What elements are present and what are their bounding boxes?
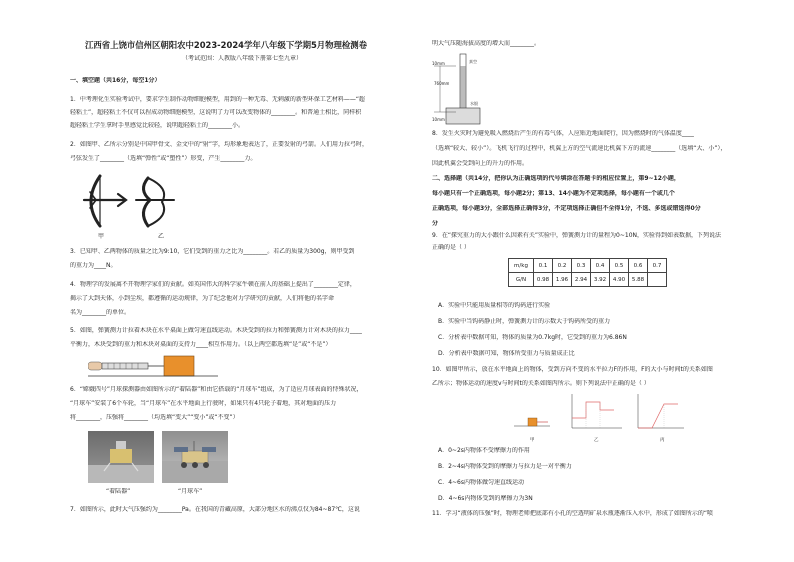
table-cell: 0.5 bbox=[610, 259, 629, 273]
exam-scope: （考试范围：人教版八年级下册第七至九章） bbox=[182, 55, 303, 62]
q4-line-2: 揭示了大到天体，小到尘埃，都遵循的运动规律，为了纪念他对力学研究的贡献，人们将他的名字命 bbox=[70, 295, 335, 302]
q10-option-c: C．4~6s内物体做匀速直线运动 bbox=[438, 479, 524, 486]
fig2-label-jia: 甲 bbox=[98, 233, 105, 240]
q9-line-2: 正确的是（ ） bbox=[432, 244, 470, 251]
q7-continued: 明大气压随海拔高度的增大而________。 bbox=[432, 40, 541, 47]
section-1-heading: 一、填空题（共16分，每空1分） bbox=[70, 77, 161, 84]
table-cell bbox=[648, 273, 667, 287]
fig7-label-vacuum: 真空 bbox=[469, 59, 477, 64]
q11-line-1: 11．学习“液体的压强”时，物理老师把底部有小孔的空透明矿泉水瓶逐渐压入水中，形成了如图所示的“喷 bbox=[432, 510, 713, 517]
q5-line-1: 5．如图，弹簧测力计拉着木块在水平桌面上做匀速直线运动。木块受到的拉力和弹簧测力计对木块的拉力____ bbox=[70, 327, 362, 334]
table-cell: 5.88 bbox=[629, 273, 648, 287]
q9-line-1: 9．在“探究重力的大小跟什么因素有关”实验中，弹簧测力计的量程为0~10N，实验得到如表数据，下列说法 bbox=[432, 232, 722, 239]
right-column bbox=[432, 0, 782, 562]
q10-line-2: 乙所示；物体运动的速度v与时间t的关系如图丙所示。则下列说法中正确的是（ ） bbox=[432, 380, 650, 387]
fig7-label-760: 760mm bbox=[434, 81, 450, 86]
q4-line-3: 名为________的单位。 bbox=[70, 309, 131, 316]
lander-photo bbox=[88, 431, 154, 483]
table-cell: 0.7 bbox=[648, 259, 667, 273]
q6-line-1: 6．“嫦娥四号”月球探测器由如图所示的“着陆器”和由它搭载的“月球车”组成，为了适应月球表面的恃殊状况， bbox=[70, 386, 363, 393]
q2-line-1: 2．如图甲、乙所示分别是中国甲骨文、金文中的“射”字，均形象地表达了，正要发射的弓箭。人们用力拉弓时， bbox=[70, 141, 369, 148]
q10-option-a: A．0~2s内物体不受摩擦力的作用 bbox=[438, 447, 530, 454]
mass-weight-table bbox=[508, 258, 667, 287]
q10-line-1: 10．如图甲所示，放在水平地面上的物体，受到方向不变的水平拉力F的作用，F的大小与时间t的关系如图 bbox=[432, 366, 713, 373]
q3-line-2: 的重力为____N。 bbox=[70, 262, 117, 269]
table-header-weight: G/N bbox=[509, 273, 534, 287]
spring-scale-figure bbox=[88, 352, 218, 380]
force-time-figures bbox=[514, 392, 684, 436]
q7-line-1: 7．如图所示，此时大气压强约为________Pa。在我国的青藏高原，大部分地区水的沸点仅为84~87℃，这说 bbox=[70, 506, 360, 513]
fig7-label-mercury: 水银 bbox=[470, 101, 478, 106]
q2-line-2: 弓弦发生了________（选填“弹性”或“塑性”）形变，产生________力。 bbox=[70, 155, 257, 162]
table-cell: 3.92 bbox=[591, 273, 610, 287]
q8-line-2: （选填“较大、较小”）。飞机飞行的过程中，机翼上方的空气流速比机翼下方的流速________（选填“大、小”）， bbox=[432, 145, 727, 152]
table-row-mass bbox=[509, 259, 667, 273]
section-2-line-1: 二、选择题（共14分，把你认为正确选项的代号填涂在答题卡的相应位置上，第9~12小题， bbox=[432, 175, 680, 182]
fig7-label-bottom: 10mm bbox=[432, 117, 445, 122]
section-2-line-2: 每小题只有一个正确选项，每小题2分；第13、14小题为不定项选择，每小题有一个或几个 bbox=[432, 190, 675, 197]
caption-rover: “月球车” bbox=[178, 488, 203, 495]
table-cell: 0.98 bbox=[534, 273, 553, 287]
fig2-label-yi: 乙 bbox=[158, 233, 165, 240]
table-cell: 4.90 bbox=[610, 273, 629, 287]
q8-line-1: 8．发生火灾时为避免吸入燃烧后产生的有毒气体，人应贴近地面爬行，因为燃烧时的气体温度____ bbox=[432, 130, 694, 137]
fig10-label-bing: 丙 bbox=[660, 438, 665, 443]
table-cell: 0.1 bbox=[534, 259, 553, 273]
q9-option-c: C．分析表中数据可知，物体的质量为0.7kg时，它受到的重力为6.86N bbox=[438, 334, 627, 341]
caption-lander: “着陆器” bbox=[106, 488, 131, 495]
q3-line-1: 3．已知甲、乙两物体的质量之比为9:10，它们受到的重力之比为________。若乙的质量为300g，则甲受到 bbox=[70, 248, 355, 255]
q4-line-1: 4．物理学的发展离不开物理学家们的贡献。如英国伟大的科学家牛顿在前人的基础上提出了________定律， bbox=[70, 281, 356, 288]
q8-line-3: 因此机翼会受到向上的升力的作用。 bbox=[432, 160, 529, 167]
bow-glyph-figures bbox=[78, 170, 188, 236]
q6-line-3: 将________，压强将________（均选填“变大”“变小”或“不变”） bbox=[70, 414, 239, 421]
table-cell: 0.2 bbox=[553, 259, 572, 273]
section-2-line-4: 分 bbox=[432, 220, 439, 227]
q9-option-a: A．实验中只能用质量相等的钩码进行实验 bbox=[438, 302, 551, 309]
q6-line-2: “月球车”安装了6个车轮，当“月球车”在水平地面上行驶时，如果只有4只轮子着地，其对地面的压力 bbox=[70, 400, 337, 407]
q10-option-d: D．4~6s内物体受到的摩擦力为3N bbox=[438, 495, 533, 502]
rover-photo bbox=[162, 431, 228, 483]
left-column bbox=[70, 0, 418, 562]
table-cell: 0.6 bbox=[629, 259, 648, 273]
q9-option-d: D．分析表中数据可知，物体所受重力与质量成正比 bbox=[438, 350, 575, 357]
table-cell: 2.94 bbox=[572, 273, 591, 287]
fig10-label-jia: 甲 bbox=[530, 438, 535, 443]
table-cell: 0.3 bbox=[572, 259, 591, 273]
table-cell: 1.96 bbox=[553, 273, 572, 287]
q5-line-2: 平衡力，木块受到的重力和木块对桌面的支持力____相互作用力。（以上两空都选填“是”或“不是”） bbox=[70, 341, 332, 348]
exam-title: 江西省上饶市信州区朝阳农中2023-2024学年八年级下学期5月物理检测卷 bbox=[85, 40, 368, 50]
q1-line-1: 1．中考理化生实验考试中，要求学生制作动物细胞模型，用到的一种无毒、无刺激的新型环保工艺材料——“超 bbox=[70, 96, 365, 103]
q1-line-2: 轻粘土”，超轻粘土不仅可以捏成动物细胞模型，这说明了力可以改变物体的________。和普通土相比，同样积 bbox=[70, 109, 362, 116]
table-cell: 0.4 bbox=[591, 259, 610, 273]
table-header-mass: m/kg bbox=[509, 259, 534, 273]
q9-option-b: B．实验中当钩码静止时，弹簧测力计的示数大于钩码所受的重力 bbox=[438, 318, 611, 325]
q10-option-b: B．2~4s内物体受到的摩擦力与拉力是一对平衡力 bbox=[438, 463, 572, 470]
fig10-label-yi: 乙 bbox=[594, 438, 599, 443]
section-2-line-3: 正确选项，每小题3分，全部选择正确得3分，不定项选择正确但不全得1分，不选、多选或错选得0分 bbox=[432, 205, 701, 212]
table-row-weight bbox=[509, 273, 667, 287]
q1-line-3: 超轻粘土学生拿时手里感觉比较轻，说明超轻粘土的________小。 bbox=[70, 122, 245, 129]
fig7-label-top: 10mm bbox=[432, 61, 445, 66]
